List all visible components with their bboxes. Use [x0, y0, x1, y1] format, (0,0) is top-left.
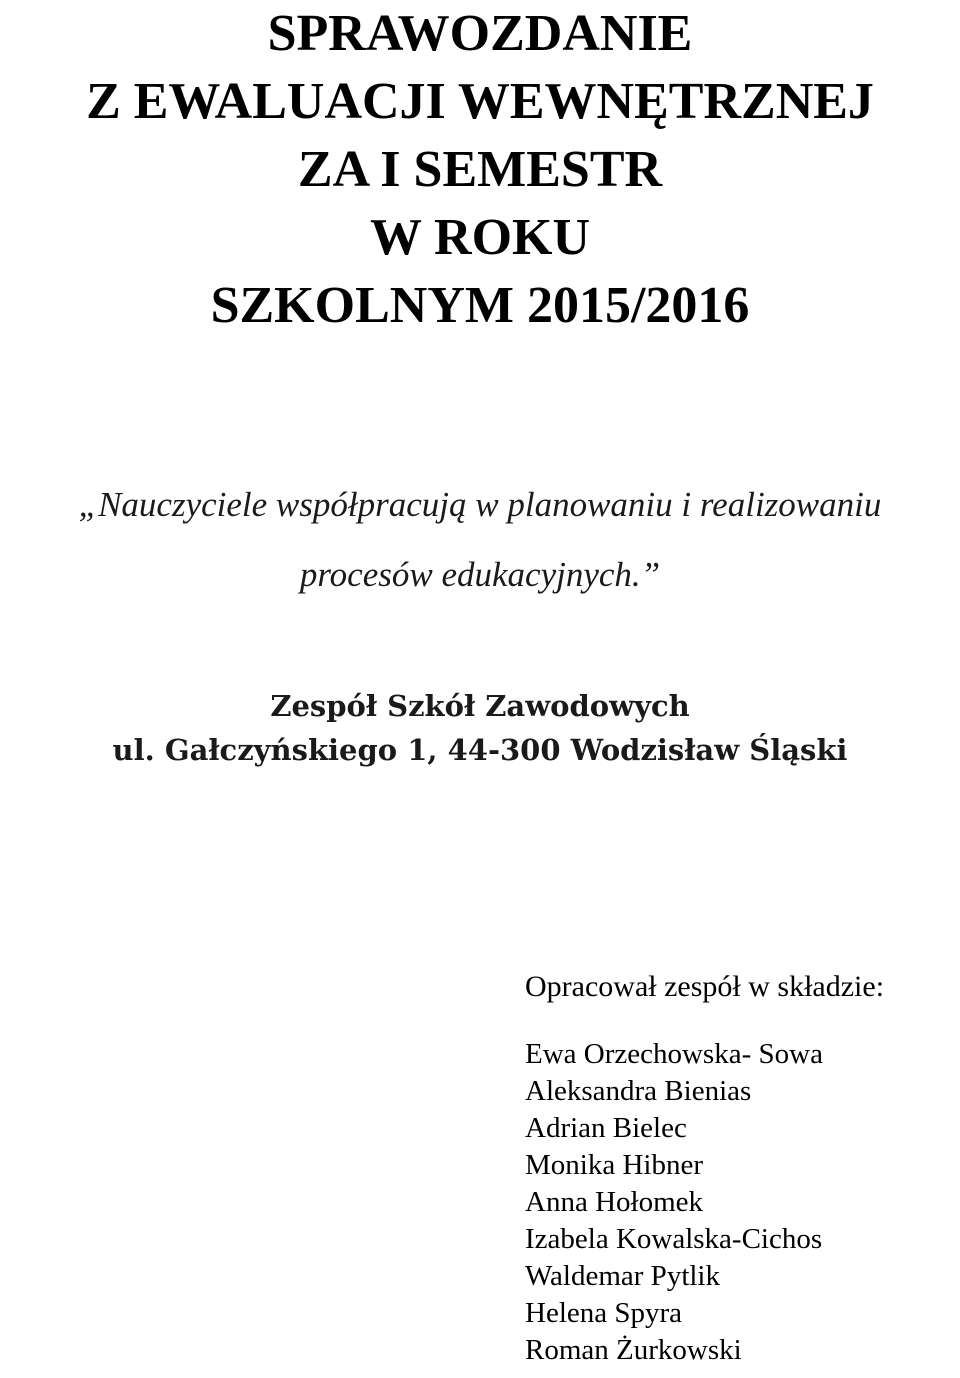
title-line: ZA I SEMESTR	[297, 141, 663, 198]
team-member: Monika Hibner	[525, 1149, 703, 1181]
team-member: Helena Spyra	[525, 1297, 683, 1329]
team-member: Anna Hołomek	[525, 1186, 703, 1218]
team-member: Adrian Bielec	[525, 1112, 687, 1144]
team-section	[525, 966, 960, 1369]
motto-line: „Nauczyciele współpracują w planowaniu i realizowaniu	[78, 485, 882, 524]
team-member: Ewa Orzechowska- Sowa	[525, 1038, 823, 1070]
team-member: Aleksandra Bienias	[525, 1075, 752, 1107]
team-member: Roman Żurkowski	[525, 1334, 742, 1366]
title-line: W ROKU	[369, 209, 591, 266]
school-name: Zespół Szkół Zawodowych	[270, 689, 690, 723]
evaluation-motto	[0, 470, 960, 610]
team-member-list	[525, 1036, 960, 1369]
team-heading: Opracował zespół w składzie:	[525, 970, 885, 1003]
title-line: SPRAWOZDANIE	[267, 5, 693, 62]
title-line: SZKOLNYM 2015/2016	[210, 277, 750, 334]
school-info	[0, 684, 960, 772]
motto-line: procesów edukacyjnych.”	[299, 555, 661, 594]
team-member: Waldemar Pytlik	[525, 1260, 720, 1292]
document-title	[0, 0, 960, 340]
title-line: Z EWALUACJI WEWNĘTRZNEJ	[86, 73, 874, 130]
team-member: Izabela Kowalska-Cichos	[525, 1223, 823, 1255]
school-address: ul. Gałczyńskiego 1, 44-300 Wodzisław Śląski	[112, 733, 848, 767]
